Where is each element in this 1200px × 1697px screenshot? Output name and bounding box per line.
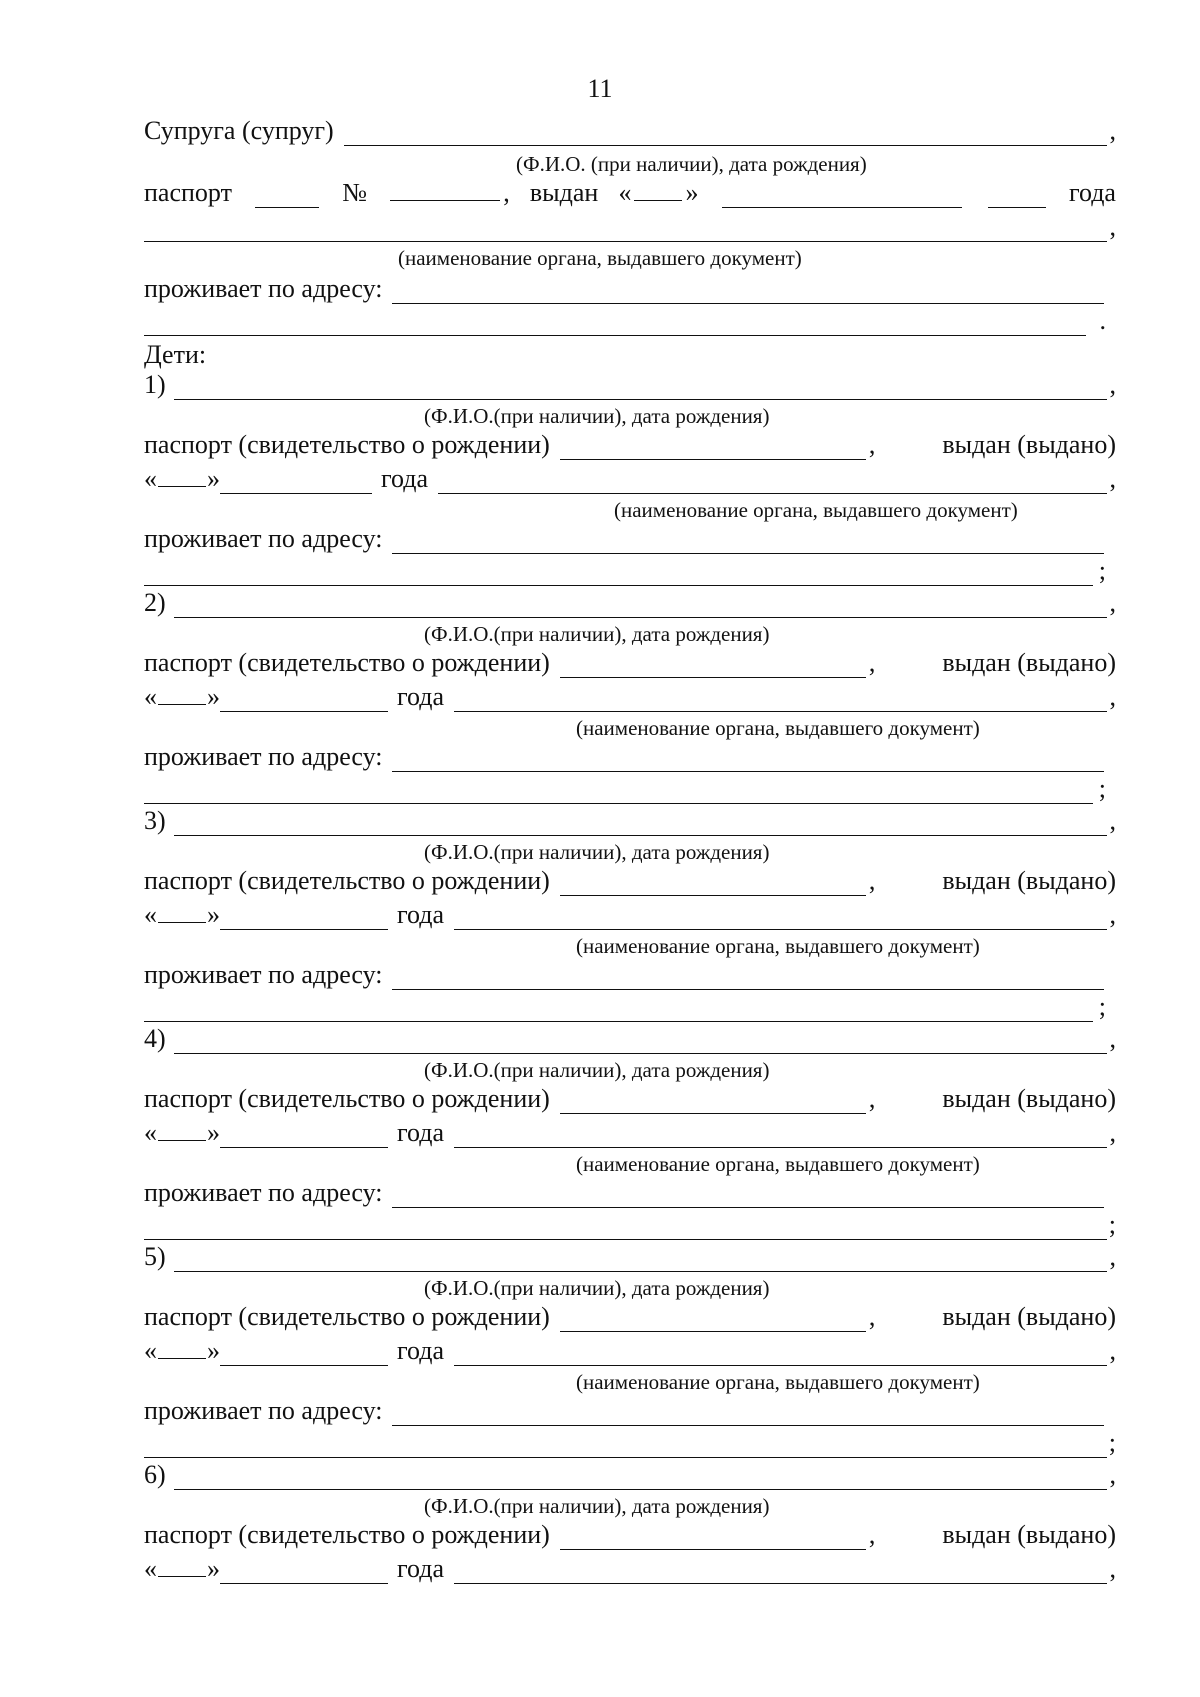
child-name-field[interactable] bbox=[174, 1031, 1107, 1054]
child-document-field[interactable] bbox=[560, 655, 866, 678]
child-address-line-2: ; bbox=[144, 1206, 1116, 1240]
address-label: проживает по адресу: bbox=[144, 274, 383, 303]
child-caption-row bbox=[0, 404, 1200, 428]
child-address-line-2: ; bbox=[144, 552, 1116, 586]
issue-year-field[interactable] bbox=[988, 185, 1046, 208]
issuing-authority-field[interactable] bbox=[438, 471, 1106, 494]
issue-day-field[interactable] bbox=[634, 178, 682, 201]
caption-issuing-authority: (наименование органа, выдавшего документ) bbox=[576, 716, 980, 740]
child-passport-label: паспорт (свидетельство о рождении) bbox=[144, 648, 550, 677]
child-address-line-2: ; bbox=[144, 1424, 1116, 1458]
issuing-authority-field[interactable] bbox=[454, 1343, 1106, 1366]
address-label: проживает по адресу: bbox=[144, 1178, 383, 1207]
issue-month-field[interactable] bbox=[220, 1125, 388, 1148]
child-authority-caption-row bbox=[0, 1152, 1200, 1176]
child-authority-caption-row bbox=[0, 1370, 1200, 1394]
year-label: года bbox=[381, 464, 429, 493]
address-field[interactable] bbox=[392, 749, 1104, 772]
child-passport-label: паспорт (свидетельство о рождении) bbox=[144, 866, 550, 895]
spouse-label: Супруга (супруг) bbox=[144, 116, 334, 145]
child-passport-label: паспорт (свидетельство о рождении) bbox=[144, 1302, 550, 1331]
child-authority-caption-row bbox=[0, 498, 1200, 522]
address-field-continued[interactable] bbox=[144, 1217, 1107, 1240]
child-issue-date-line: « » года , bbox=[144, 682, 1116, 711]
issue-month-field[interactable] bbox=[220, 689, 388, 712]
year-label: года bbox=[397, 1336, 445, 1365]
child-name-line: 5) , bbox=[144, 1242, 1116, 1271]
child-document-line: паспорт (свидетельство о рождении) , выдан (выдано) bbox=[144, 648, 1116, 677]
issue-month-field[interactable] bbox=[220, 907, 388, 930]
child-name-field[interactable] bbox=[174, 377, 1107, 400]
address-field-continued[interactable] bbox=[144, 313, 1086, 336]
child-number: 2) bbox=[144, 588, 166, 617]
child-issue-date-line: « » года , bbox=[144, 1118, 1116, 1147]
issue-month-field[interactable] bbox=[722, 185, 962, 208]
spouse-passport-line bbox=[144, 174, 1116, 208]
year-label: года bbox=[397, 1118, 445, 1147]
year-label: года bbox=[397, 682, 445, 711]
child-document-field[interactable] bbox=[560, 437, 866, 460]
address-field-continued[interactable] bbox=[144, 999, 1093, 1022]
child-name-line: 6) , bbox=[144, 1460, 1116, 1489]
child-caption-row bbox=[0, 622, 1200, 646]
spouse-name-line bbox=[144, 112, 1116, 146]
child-number: 1) bbox=[144, 370, 166, 399]
child-authority-caption-row bbox=[0, 934, 1200, 958]
issuing-authority-field[interactable] bbox=[454, 1125, 1106, 1148]
passport-label: паспорт bbox=[144, 178, 232, 207]
address-label: проживает по адресу: bbox=[144, 742, 383, 771]
issued-alt-label: выдан (выдано) bbox=[942, 430, 1116, 459]
issuing-authority-field[interactable] bbox=[144, 219, 1107, 242]
spouse-address-line-2: . bbox=[144, 302, 1116, 336]
issued-alt-label: выдан (выдано) bbox=[942, 648, 1116, 677]
child-address-line bbox=[144, 738, 1116, 772]
issued-alt-label: выдан (выдано) bbox=[942, 866, 1116, 895]
year-label: года bbox=[397, 1554, 445, 1583]
caption-fio-dob: (Ф.И.О.(при наличии), дата рождения) bbox=[424, 404, 770, 428]
caption-fio-dob: (Ф.И.О.(при наличии), дата рождения) bbox=[424, 1058, 770, 1082]
child-caption-row bbox=[0, 1276, 1200, 1300]
issuing-authority-field[interactable] bbox=[454, 907, 1106, 930]
children-heading bbox=[144, 336, 1116, 370]
caption-fio-dob: (Ф.И.О.(при наличии), дата рождения) bbox=[424, 1494, 770, 1518]
spouse-address-line bbox=[144, 270, 1116, 304]
child-number: 3) bbox=[144, 806, 166, 835]
passport-number-field[interactable] bbox=[390, 178, 500, 201]
address-field-continued[interactable] bbox=[144, 563, 1093, 586]
child-caption-row bbox=[0, 1058, 1200, 1082]
child-document-field[interactable] bbox=[560, 1527, 866, 1550]
spouse-authority-caption-row bbox=[0, 246, 1200, 270]
address-field[interactable] bbox=[392, 1403, 1104, 1426]
child-name-line: 2) , bbox=[144, 588, 1116, 617]
issued-alt-label: выдан (выдано) bbox=[942, 1520, 1116, 1549]
child-passport-label: паспорт (свидетельство о рождении) bbox=[144, 1084, 550, 1113]
caption-issuing-authority: (наименование органа, выдавшего документ) bbox=[398, 246, 802, 270]
caption-issuing-authority: (наименование органа, выдавшего документ) bbox=[576, 1370, 980, 1394]
caption-fio-dob: (Ф.И.О.(при наличии), дата рождения) bbox=[424, 840, 770, 864]
issue-day-field[interactable] bbox=[158, 464, 206, 487]
year-label: года bbox=[397, 900, 445, 929]
issue-day-field[interactable] bbox=[158, 900, 206, 923]
child-name-field[interactable] bbox=[174, 1249, 1107, 1272]
passport-series-field[interactable] bbox=[255, 185, 319, 208]
issue-month-field[interactable] bbox=[220, 1561, 388, 1584]
child-address-line bbox=[144, 956, 1116, 990]
address-label: проживает по адресу: bbox=[144, 1396, 383, 1425]
issue-day-field[interactable] bbox=[158, 1336, 206, 1359]
issued-alt-label: выдан (выдано) bbox=[942, 1084, 1116, 1113]
line-comma: , bbox=[1109, 116, 1116, 145]
child-document-field[interactable] bbox=[560, 1309, 866, 1332]
child-document-line: паспорт (свидетельство о рождении) , выдан (выдано) bbox=[144, 1302, 1116, 1331]
children-label: Дети: bbox=[144, 340, 207, 369]
child-address-line bbox=[144, 1392, 1116, 1426]
child-name-field[interactable] bbox=[174, 1467, 1107, 1490]
address-label: проживает по адресу: bbox=[144, 960, 383, 989]
child-document-field[interactable] bbox=[560, 1091, 866, 1114]
child-address-line bbox=[144, 520, 1116, 554]
address-field-continued[interactable] bbox=[144, 781, 1093, 804]
child-passport-label: паспорт (свидетельство о рождении) bbox=[144, 1520, 550, 1549]
issue-day-field[interactable] bbox=[158, 1118, 206, 1141]
address-label: проживает по адресу: bbox=[144, 524, 383, 553]
child-number: 5) bbox=[144, 1242, 166, 1271]
child-name-field[interactable] bbox=[174, 813, 1107, 836]
issued-alt-label: выдан (выдано) bbox=[942, 1302, 1116, 1331]
caption-issuing-authority: (наименование органа, выдавшего документ) bbox=[576, 1152, 980, 1176]
number-sign: № bbox=[342, 178, 368, 207]
issue-month-field[interactable] bbox=[220, 471, 372, 494]
child-number: 6) bbox=[144, 1460, 166, 1489]
child-number: 4) bbox=[144, 1024, 166, 1053]
address-field-continued[interactable] bbox=[144, 1435, 1107, 1458]
issue-day-group: « » bbox=[618, 178, 699, 207]
child-issue-date-line: « » года , bbox=[144, 900, 1116, 929]
issuing-authority-field[interactable] bbox=[454, 689, 1106, 712]
child-name-line: 4) , bbox=[144, 1024, 1116, 1053]
child-issue-date-line: « » года , bbox=[144, 1554, 1116, 1583]
child-document-line: паспорт (свидетельство о рождении) , выдан (выдано) bbox=[144, 1084, 1116, 1113]
caption-issuing-authority: (наименование органа, выдавшего документ) bbox=[614, 498, 1018, 522]
child-address-line bbox=[144, 1174, 1116, 1208]
child-document-line: паспорт (свидетельство о рождении) , выдан (выдано) bbox=[144, 1520, 1116, 1549]
child-caption-row bbox=[0, 840, 1200, 864]
child-document-line: паспорт (свидетельство о рождении) , выдан (выдано) bbox=[144, 430, 1116, 459]
child-caption-row bbox=[0, 1494, 1200, 1518]
year-label: года bbox=[1068, 178, 1116, 207]
passport-number-group: , bbox=[387, 178, 510, 208]
child-address-line-2: ; bbox=[144, 988, 1116, 1022]
spouse-authority-line: , bbox=[144, 208, 1116, 242]
caption-fio-dob: (Ф.И.О. (при наличии), дата рождения) bbox=[516, 152, 867, 176]
issuing-authority-field[interactable] bbox=[454, 1561, 1106, 1584]
child-issue-date-line: « » года , bbox=[144, 1336, 1116, 1365]
child-name-field[interactable] bbox=[174, 595, 1107, 618]
child-name-line: 1) , bbox=[144, 370, 1116, 399]
child-authority-caption-row bbox=[0, 716, 1200, 740]
caption-issuing-authority: (наименование органа, выдавшего документ) bbox=[576, 934, 980, 958]
address-field[interactable] bbox=[392, 281, 1104, 304]
address-field[interactable] bbox=[392, 531, 1104, 554]
issue-day-field[interactable] bbox=[158, 682, 206, 705]
caption-fio-dob: (Ф.И.О.(при наличии), дата рождения) bbox=[424, 622, 770, 646]
issue-day-field[interactable] bbox=[158, 1554, 206, 1577]
child-passport-label: паспорт (свидетельство о рождении) bbox=[144, 430, 550, 459]
child-name-line: 3) , bbox=[144, 806, 1116, 835]
child-document-field[interactable] bbox=[560, 873, 866, 896]
child-document-line: паспорт (свидетельство о рождении) , выдан (выдано) bbox=[144, 866, 1116, 895]
spouse-caption-row bbox=[0, 152, 1200, 176]
address-field[interactable] bbox=[392, 1185, 1104, 1208]
spouse-name-field[interactable] bbox=[344, 123, 1107, 146]
caption-fio-dob: (Ф.И.О.(при наличии), дата рождения) bbox=[424, 1276, 770, 1300]
issue-month-field[interactable] bbox=[220, 1343, 388, 1366]
page-number: 11 bbox=[587, 74, 613, 103]
address-field[interactable] bbox=[392, 967, 1104, 990]
child-address-line-2: ; bbox=[144, 770, 1116, 804]
child-issue-date-line: « » года , bbox=[144, 464, 1116, 493]
issued-label: выдан bbox=[529, 178, 599, 207]
